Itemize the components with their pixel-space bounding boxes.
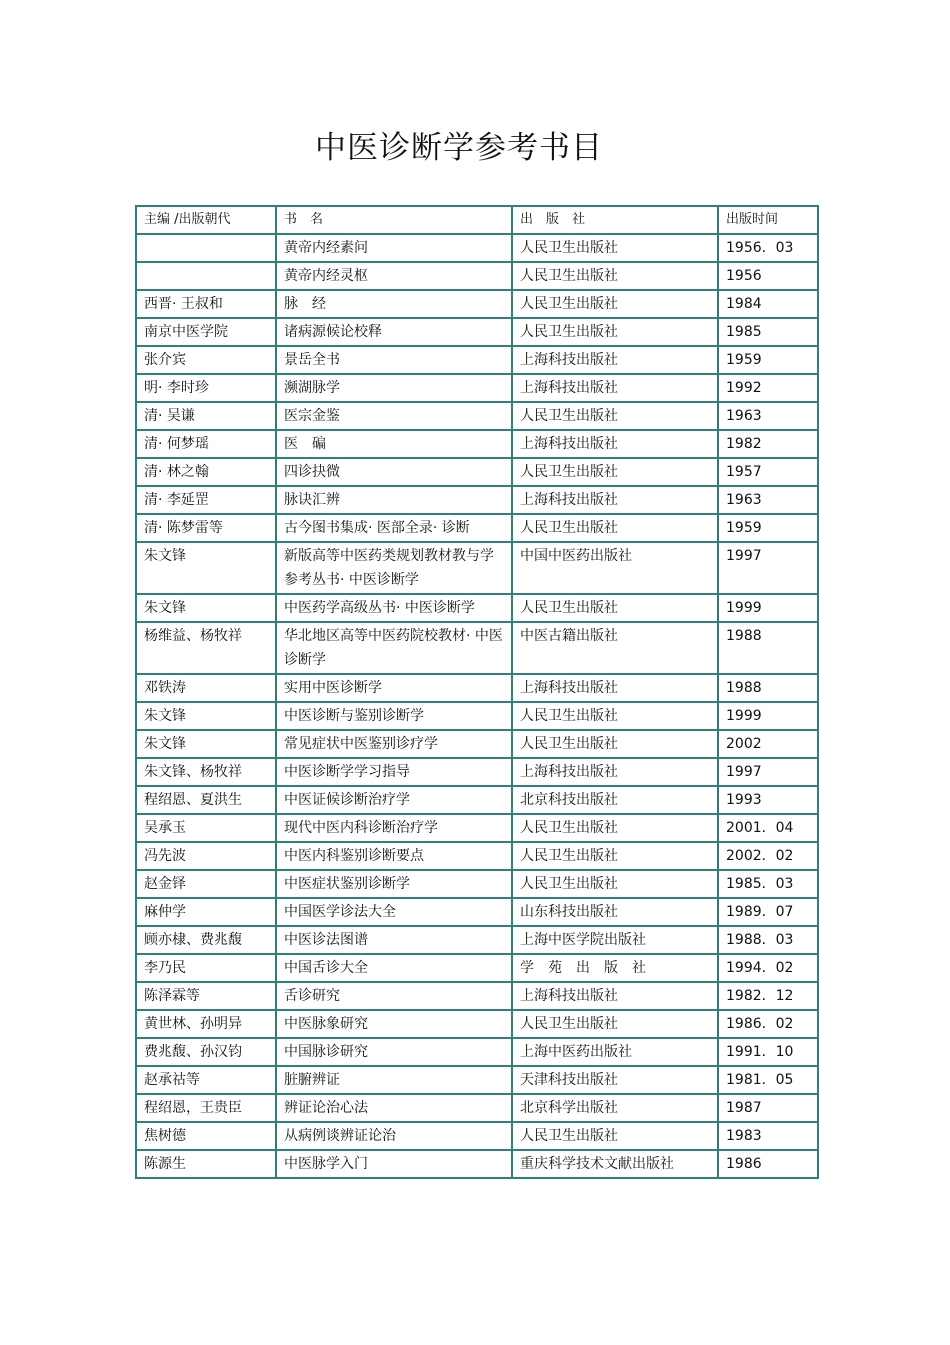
cell-publish-date: 1957 xyxy=(718,458,818,486)
cell-book-title: 中医证候诊断治疗学 xyxy=(276,786,512,814)
cell-book-title: 四诊抉微 xyxy=(276,458,512,486)
table-row xyxy=(136,674,818,702)
cell-publish-date: 1986 xyxy=(718,1150,818,1178)
cell-book-title: 古今图书集成· 医部全录· 诊断 xyxy=(276,514,512,542)
cell-publish-date: 1988 xyxy=(718,674,818,702)
cell-publisher: 人民卫生出版社 xyxy=(512,318,718,346)
cell-publish-date: 1997 xyxy=(718,542,818,594)
cell-publish-date: 1999 xyxy=(718,702,818,730)
cell-publish-date: 1983 xyxy=(718,1122,818,1150)
cell-publish-date: 1989．07 xyxy=(718,898,818,926)
cell-editor: 陈泽霖等 xyxy=(136,982,276,1010)
cell-editor: 清· 林之翰 xyxy=(136,458,276,486)
cell-book-title: 中医诊断与鉴别诊断学 xyxy=(276,702,512,730)
table-row xyxy=(136,374,818,402)
cell-book-title: 中医内科鉴别诊断要点 xyxy=(276,842,512,870)
cell-publish-date: 1982．12 xyxy=(718,982,818,1010)
cell-publish-date: 1986．02 xyxy=(718,1010,818,1038)
page-title: 中医诊断学参考书目 xyxy=(315,130,603,166)
table-row xyxy=(136,594,818,622)
cell-publisher: 人民卫生出版社 xyxy=(512,1122,718,1150)
cell-publish-date: 1992 xyxy=(718,374,818,402)
cell-book-title: 现代中医内科诊断治疗学 xyxy=(276,814,512,842)
cell-editor xyxy=(136,234,276,262)
cell-editor: 吴承玉 xyxy=(136,814,276,842)
cell-publish-date: 1985 xyxy=(718,318,818,346)
cell-publish-date: 1993 xyxy=(718,786,818,814)
cell-publish-date: 1988 xyxy=(718,622,818,674)
cell-publisher: 上海科技出版社 xyxy=(512,758,718,786)
cell-editor: 陈源生 xyxy=(136,1150,276,1178)
cell-book-title: 景岳全书 xyxy=(276,346,512,374)
table-row xyxy=(136,702,818,730)
cell-publisher: 人民卫生出版社 xyxy=(512,402,718,430)
cell-book-title: 医宗金鉴 xyxy=(276,402,512,430)
table-row xyxy=(136,842,818,870)
table-row xyxy=(136,346,818,374)
cell-editor: 朱文锋 xyxy=(136,702,276,730)
cell-book-title: 脉诀汇辨 xyxy=(276,486,512,514)
cell-editor: 黄世林、孙明异 xyxy=(136,1010,276,1038)
cell-editor: 朱文锋 xyxy=(136,594,276,622)
cell-publisher: 上海科技出版社 xyxy=(512,982,718,1010)
cell-book-title: 中医症状鉴别诊断学 xyxy=(276,870,512,898)
table-header-row xyxy=(136,206,818,234)
table-row xyxy=(136,898,818,926)
cell-publisher: 上海科技出版社 xyxy=(512,346,718,374)
cell-book-title: 脏腑辨证 xyxy=(276,1066,512,1094)
cell-book-title: 新版高等中医药类规划教材教与学参考丛书· 中医诊断学 xyxy=(276,542,512,594)
cell-book-title: 舌诊研究 xyxy=(276,982,512,1010)
table-row xyxy=(136,1094,818,1122)
cell-book-title: 脉 经 xyxy=(276,290,512,318)
table-row xyxy=(136,234,818,262)
cell-publisher: 北京科学出版社 xyxy=(512,1094,718,1122)
cell-editor: 程绍恩，王贵臣 xyxy=(136,1094,276,1122)
table-row xyxy=(136,1038,818,1066)
cell-book-title: 诸病源候论校释 xyxy=(276,318,512,346)
table-row xyxy=(136,982,818,1010)
cell-publish-date: 2001．04 xyxy=(718,814,818,842)
table-row xyxy=(136,730,818,758)
cell-editor: 清· 李延罡 xyxy=(136,486,276,514)
cell-publisher: 山东科技出版社 xyxy=(512,898,718,926)
header-book-title: 书 名 xyxy=(276,206,512,234)
cell-book-title: 常见症状中医鉴别诊疗学 xyxy=(276,730,512,758)
cell-publish-date: 1963 xyxy=(718,402,818,430)
cell-publisher: 人民卫生出版社 xyxy=(512,594,718,622)
cell-editor: 朱文锋 xyxy=(136,542,276,594)
cell-publisher: 上海科技出版社 xyxy=(512,486,718,514)
cell-publisher: 人民卫生出版社 xyxy=(512,814,718,842)
cell-book-title: 华北地区高等中医药院校教材· 中医诊断学 xyxy=(276,622,512,674)
table-row xyxy=(136,430,818,458)
table-row xyxy=(136,926,818,954)
table-row xyxy=(136,1122,818,1150)
cell-book-title: 中医脉象研究 xyxy=(276,1010,512,1038)
table-row xyxy=(136,262,818,290)
cell-publish-date: 1997 xyxy=(718,758,818,786)
cell-publish-date: 1991．10 xyxy=(718,1038,818,1066)
table-row xyxy=(136,486,818,514)
cell-publish-date: 1982 xyxy=(718,430,818,458)
cell-book-title: 中国医学诊法大全 xyxy=(276,898,512,926)
table-row xyxy=(136,542,818,594)
cell-publish-date: 2002 xyxy=(718,730,818,758)
cell-publish-date: 1994．02 xyxy=(718,954,818,982)
table-row xyxy=(136,954,818,982)
table-row xyxy=(136,622,818,674)
cell-publisher: 上海中医学院出版社 xyxy=(512,926,718,954)
header-editor: 主编 /出版朝代 xyxy=(136,206,276,234)
cell-publisher: 人民卫生出版社 xyxy=(512,842,718,870)
cell-publish-date: 1963 xyxy=(718,486,818,514)
table-row xyxy=(136,514,818,542)
cell-publish-date: 1999 xyxy=(718,594,818,622)
cell-editor: 冯先波 xyxy=(136,842,276,870)
cell-publisher: 人民卫生出版社 xyxy=(512,290,718,318)
cell-publish-date: 2002．02 xyxy=(718,842,818,870)
cell-book-title: 从病例谈辨证论治 xyxy=(276,1122,512,1150)
cell-editor: 麻仲学 xyxy=(136,898,276,926)
cell-publish-date: 1985．03 xyxy=(718,870,818,898)
cell-publisher: 人民卫生出版社 xyxy=(512,870,718,898)
cell-publisher: 北京科技出版社 xyxy=(512,786,718,814)
cell-editor: 明· 李时珍 xyxy=(136,374,276,402)
cell-publisher: 上海科技出版社 xyxy=(512,430,718,458)
cell-publish-date: 1959 xyxy=(718,514,818,542)
cell-book-title: 中医诊法图谱 xyxy=(276,926,512,954)
table-row xyxy=(136,402,818,430)
table-row xyxy=(136,1066,818,1094)
table-row xyxy=(136,758,818,786)
cell-publisher: 人民卫生出版社 xyxy=(512,1010,718,1038)
cell-editor: 李乃民 xyxy=(136,954,276,982)
table-row xyxy=(136,290,818,318)
cell-publish-date: 1959 xyxy=(718,346,818,374)
cell-publisher: 学 苑 出 版 社 xyxy=(512,954,718,982)
cell-publish-date: 1981．05 xyxy=(718,1066,818,1094)
table-row xyxy=(136,814,818,842)
cell-publisher: 上海中医药出版社 xyxy=(512,1038,718,1066)
cell-publisher: 人民卫生出版社 xyxy=(512,514,718,542)
cell-book-title: 辨证论治心法 xyxy=(276,1094,512,1122)
cell-editor: 赵承祜等 xyxy=(136,1066,276,1094)
header-publish-date: 出版时间 xyxy=(718,206,818,234)
cell-book-title: 医 碥 xyxy=(276,430,512,458)
cell-book-title: 中医脉学入门 xyxy=(276,1150,512,1178)
cell-publisher: 上海科技出版社 xyxy=(512,674,718,702)
cell-publisher: 人民卫生出版社 xyxy=(512,458,718,486)
bibliography-table xyxy=(135,205,819,1179)
cell-editor: 西晋· 王叔和 xyxy=(136,290,276,318)
header-publisher: 出 版 社 xyxy=(512,206,718,234)
cell-editor: 清· 吴谦 xyxy=(136,402,276,430)
cell-publisher: 天津科技出版社 xyxy=(512,1066,718,1094)
cell-book-title: 中医诊断学学习指导 xyxy=(276,758,512,786)
cell-publisher: 人民卫生出版社 xyxy=(512,702,718,730)
cell-publish-date: 1956 xyxy=(718,262,818,290)
cell-publisher: 中医古籍出版社 xyxy=(512,622,718,674)
cell-book-title: 实用中医诊断学 xyxy=(276,674,512,702)
cell-book-title: 黄帝内经素问 xyxy=(276,234,512,262)
table-row xyxy=(136,458,818,486)
cell-editor: 费兆馥、孙汉钧 xyxy=(136,1038,276,1066)
table-row xyxy=(136,870,818,898)
cell-editor: 程绍恩、夏洪生 xyxy=(136,786,276,814)
cell-editor: 朱文锋 xyxy=(136,730,276,758)
cell-editor: 清· 陈梦雷等 xyxy=(136,514,276,542)
table-row xyxy=(136,1010,818,1038)
cell-editor: 顾亦棣、费兆馥 xyxy=(136,926,276,954)
cell-publisher: 上海科技出版社 xyxy=(512,374,718,402)
cell-publisher: 人民卫生出版社 xyxy=(512,234,718,262)
cell-editor xyxy=(136,262,276,290)
cell-publisher: 重庆科学技术文献出版社 xyxy=(512,1150,718,1178)
cell-editor: 杨维益、杨牧祥 xyxy=(136,622,276,674)
cell-editor: 朱文锋、杨牧祥 xyxy=(136,758,276,786)
table-row xyxy=(136,318,818,346)
table-row xyxy=(136,786,818,814)
cell-editor: 焦树德 xyxy=(136,1122,276,1150)
cell-publish-date: 1956．03 xyxy=(718,234,818,262)
cell-publish-date: 1988．03 xyxy=(718,926,818,954)
cell-book-title: 黄帝内经灵枢 xyxy=(276,262,512,290)
table-row xyxy=(136,1150,818,1178)
cell-publish-date: 1984 xyxy=(718,290,818,318)
cell-publisher: 中国中医药出版社 xyxy=(512,542,718,594)
cell-book-title: 中国舌诊大全 xyxy=(276,954,512,982)
cell-editor: 张介宾 xyxy=(136,346,276,374)
cell-book-title: 中国脉诊研究 xyxy=(276,1038,512,1066)
cell-editor: 清· 何梦瑶 xyxy=(136,430,276,458)
cell-publisher: 人民卫生出版社 xyxy=(512,262,718,290)
cell-editor: 赵金铎 xyxy=(136,870,276,898)
cell-editor: 南京中医学院 xyxy=(136,318,276,346)
cell-book-title: 中医药学高级丛书· 中医诊断学 xyxy=(276,594,512,622)
cell-publish-date: 1987 xyxy=(718,1094,818,1122)
cell-publisher: 人民卫生出版社 xyxy=(512,730,718,758)
cell-book-title: 濒湖脉学 xyxy=(276,374,512,402)
cell-editor: 邓铁涛 xyxy=(136,674,276,702)
